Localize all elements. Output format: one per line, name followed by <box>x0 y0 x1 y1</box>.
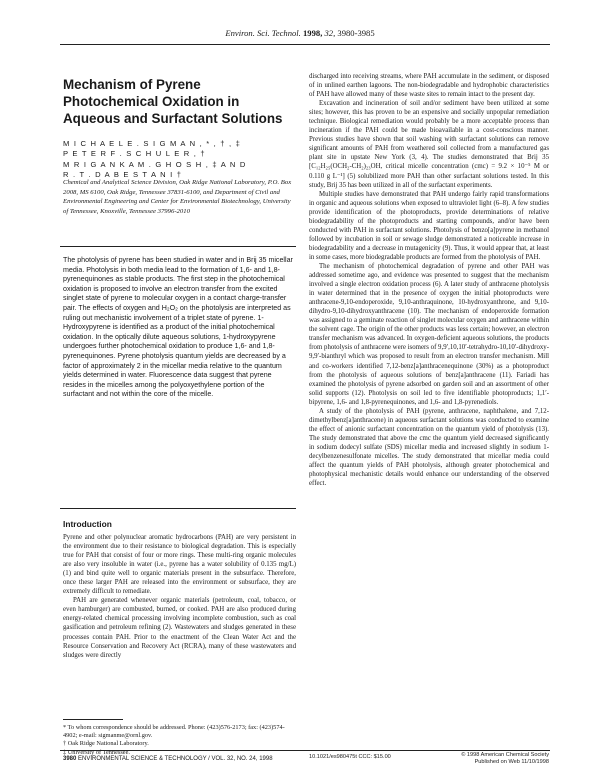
right-column-body <box>309 72 549 488</box>
footnotes <box>63 724 296 757</box>
author-line: M R I G A N K A M . G H O S H , ‡ A N D <box>63 159 247 169</box>
paragraph: Excavation and incineration of soil and/or sediment have been utilized at some sites; however, this has proven to be an expensive and socially unpopular remediation technique. Biological remediation would probably be a more acceptable process than incineration if the PAH could be made bioavailable in a cost-conscious manner. Previous studies have shown that soil washing with surfactant solutions can remove significant amounts of PAH from weathered soil collected from a manufactured gas plant site in upstate New York (3, 4). The studies demonstrated that Brij 35 [C₁₂H₂₅(OCH₂-CH₂)₂₃OH, critical micelle concentration (cmc) = 9.2 × 10⁻⁵ M or 0.110 g L⁻¹] (5) solubilized more PAH than other surfactant solutions tested. In this study, Brij 35 has been utilized in all of the surfactant experiments. <box>309 100 549 189</box>
abstract-top-rule <box>60 246 296 247</box>
header-rule <box>60 44 550 45</box>
published-date: Published on Web 11/10/1998 <box>474 759 549 765</box>
footnote: † Oak Ridge National Laboratory. <box>63 740 149 748</box>
footnote: ‡ University of Tennessee. <box>63 748 130 756</box>
copyright: © 1998 American Chemical Society <box>461 752 549 758</box>
paragraph: PAH are generated whenever organic materials (petroleum, coal, tobacco, or even hamburger) are combusted, burned, or cooked. PAH are also produced during energy-related chemical processing involving incomplete combustion, such as coal gasification and petroleum refining (2). Wastewaters and sludges generated in these processes contain PAH. Prior to the enactment of the Clean Water Act and the Resource Conservation and Recovery Act (RCRA), many of these wastewaters and sludges were directly <box>63 597 296 659</box>
author-list <box>63 139 293 181</box>
author-line: P E T E R F . S C H U L E R , † <box>63 149 206 159</box>
page-number: 3980 <box>63 756 77 762</box>
paragraph: The mechanism of photochemical degradation of pyrene and other PAH was addressed sometime ago, and evidence was presented to suggest that the mechanism involved a single electron oxidation process (6). A later study of anthracene photolysis in water determined that in the presence of oxygen the initial photoproducts were anthracene-9,10-endoperoxide, 9,10-anthraquinone, 10-hydroxyanthrone, and 9,10-dihydro-9,10-dihydroxyanthracene (10). The mechanism of endoperoxide formation was assigned to a geminate reaction of singlet molecular oxygen and anthracene within the solvent cage. The origin of the other products was less certain; however, an electron transfer mechanism was advanced. In oxygen-deficient aqueous solutions, the products from photolysis of anthracene were isomers of 9,9′,10,10′-tetrahydro-10,10′-dihydroxy-9,9′-bianthryl which was proposed to result from an electron transfer mechanism. Mill and co-workers identified 7,12-benz[a]anthracenequinone (30%) as a photoproduct from the photolysis of aqueous solutions of benz[a]anthracene (11). Fariadi has examined the photolysis of pyrene adsorbed on garden soil and an assortment of other solid supports (12). Photolysis on soil led to five identifiable photoproducts; 1,1′-bipyrene, 1,6- and 1,8-pyrenequinones, and 1,6- and 1,8-pyrenediols. <box>309 262 549 406</box>
footer-left <box>63 756 273 762</box>
footnote-rule <box>63 719 123 720</box>
paragraph: Multiple studies have demonstrated that PAH undergo fairly rapid transformations in organic and aqueous solutions when exposed to ultraviolet light (6–8). A few studies provide identification of the photoproducts, provide determinations of relative biodegradability of the photoproducts and starting compounds, and/or have been conducted with PAH in surfactant solutions. Photolysis of benzo[a]pyrene in methanol followed by incubation in soil or sewage sludge demonstrated a noticeable increase in biodegradability and a decrease in mutagenicity (9). Thus, it would appear that, at least in some cases, more biodegradable products are formed from the photolysis of PAH. <box>309 190 549 261</box>
journal-volume: 32, <box>324 28 336 38</box>
abstract: The photolysis of pyrene has been studied in water and in Brij 35 micellar media. Photolysis in both media lead to the formation of 1,6- and 1,8-pyrenequinones as stable products. The first step in the photochemical oxidation is proposed to involve an electron transfer from the excited singlet state of pyrene to molecular oxygen in a contact charge-transfer pair. The effects of oxygen and H₂O₂ on the photolysis are interpreted as ruling out mechanistic involvement of a triplet state of pyrene. 1-Hydroxypyrene is identified as a product of the initial photochemical oxidation. In the optically dilute aqueous solutions, 1-hydroxypyrene undergoes further photochemical oxidation to produce 1,6- and 1,8-pyrenequinones. Pyrene photolysis quantum yields are decreased by a factor of approximately 2 in the micellar media relative to the quantum yields determined in water. Fluorescence data suggest that pyrene resides in the micelles among the polyoxyethylene portion of the surfactant and not within the core of the micelle. <box>63 256 293 399</box>
abstract-bottom-rule <box>60 508 296 509</box>
affiliation: Chemical and Analytical Science Division, Oak Ridge National Laboratory, P.O. Box 2008, MS 6100, Oak Ridge, Tennessee 37831-6100, and Department of Civil and Environmental Engineering and Center for Environmental Biotechnology, University of Tennessee, Knoxville, Tennessee 37996-2010 <box>63 179 292 215</box>
publication-info <box>461 752 549 766</box>
footnote: * To whom correspondence should be addressed. Phone: (423)576-2173; fax: (423)574-4902; e-mail: sigmanme@ornl.gov. <box>63 724 285 740</box>
intro-body <box>63 533 296 660</box>
footer-journal-line: ENVIRONMENTAL SCIENCE & TECHNOLOGY / VOL. 32, NO. 24, 1998 <box>78 756 273 762</box>
paragraph: Pyrene and other polynuclear aromatic hydrocarbons (PAH) are very persistent in the environment due to their resistance to biological degradation. This is especially true for PAH that consist of four or more rings. These multi-ring organic molecules are also very insoluble in water (i.e., pyrene has a water solubility of 0.135 mg/L) (1) and bind quite well to organic materials present in the subsurface. Therefore, once these larger PAH are released into the environment or subsurface, they are extremely difficult to remediate. <box>63 534 296 596</box>
running-header <box>0 28 600 38</box>
doi-price: 10.1021/es980475t CCC: $15.00 <box>309 754 391 760</box>
footer-rule <box>60 750 550 751</box>
author-line: R . T . D A B E S T A N I † <box>63 170 183 180</box>
journal-pages: 3980-3985 <box>337 28 375 38</box>
journal-year: 1998, <box>303 28 323 38</box>
article-title: Mechanism of Pyrene Photochemical Oxidation in Aqueous and Surfactant Solutions <box>63 77 283 126</box>
paragraph: A study of the photolysis of PAH (pyrene, anthracene, naphthalene, and 7,12-dimethylbenz[a]anthracene) in aqueous surfactant solutions was conducted to examine the effect of anionic surfactant concentration on the quantum yield of photolysis (13). The study demonstrated that above the cmc the quantum yield decreased significantly in sodium dodecyl sulfate (SDS) micellar media and increased slightly in sodium 1-decylbenzenesulfonate micelles. The study demonstrated that micellar media could affect the quantum yields of PAH photolysis, although greater photochemical and photophysical mechanistic details would enhance our understanding of the observed effect. <box>309 407 549 488</box>
author-line: M I C H A E L E . S I G M A N , * , † , ‡ <box>63 139 242 148</box>
journal-name: Environ. Sci. Technol. <box>225 28 301 38</box>
paragraph: discharged into receiving streams, where PAH accumulate in the sediment, or disposed of in unlined earthen lagoons. The non-biodegradable and hydrophobic characteristics of PAH have allowed many of these waste sites to remain intact to the present day. <box>309 73 549 99</box>
intro-heading: Introduction <box>63 519 112 529</box>
